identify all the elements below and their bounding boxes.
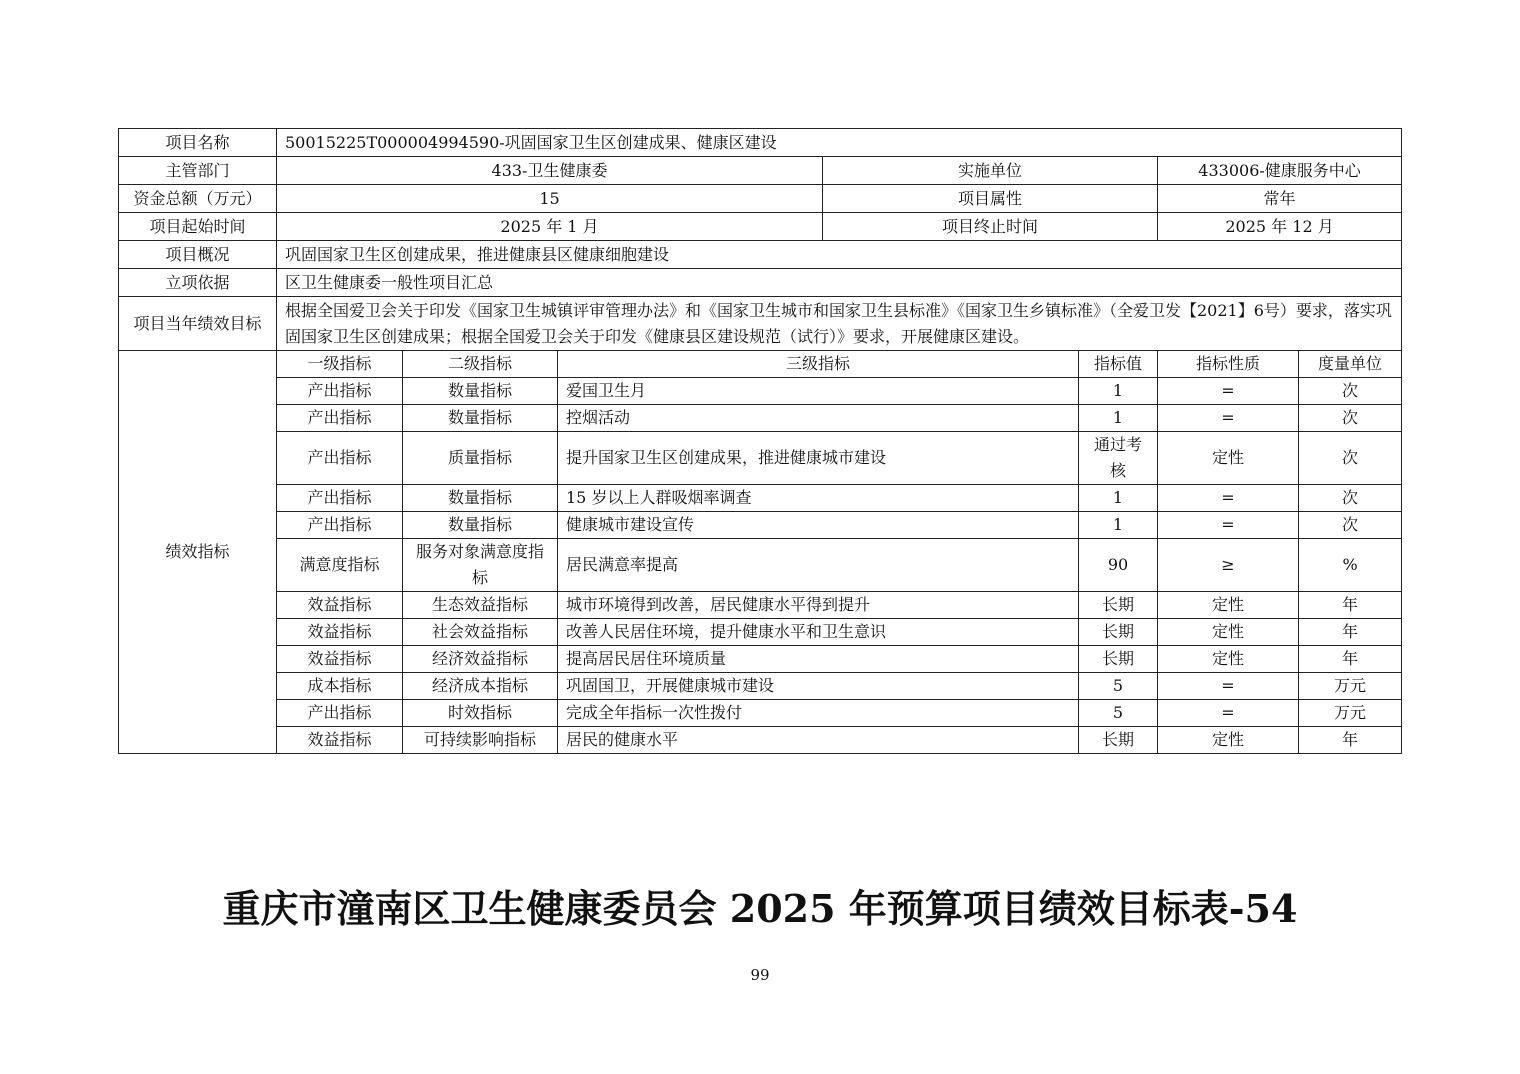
row-level3: 爱国卫生月 — [558, 378, 1079, 405]
table-row — [119, 512, 1402, 539]
row-level3: 完成全年指标一次性拨付 — [558, 700, 1079, 727]
row-unit: 年 — [1299, 619, 1402, 646]
row-level3: 控烟活动 — [558, 405, 1079, 432]
row-unit: 年 — [1299, 592, 1402, 619]
row-nature: = — [1158, 378, 1299, 405]
row-level1: 效益指标 — [277, 727, 403, 754]
impl-label: 实施单位 — [823, 157, 1158, 185]
goal-label: 项目当年绩效目标 — [119, 297, 277, 351]
fund-value: 15 — [277, 185, 823, 213]
row-level3: 居民的健康水平 — [558, 727, 1079, 754]
row-level3: 改善人民居住环境，提升健康水平和卫生意识 — [558, 619, 1079, 646]
row-level3: 居民满意率提高 — [558, 539, 1079, 592]
row-level1: 产出指标 — [277, 485, 403, 512]
row-level1: 产出指标 — [277, 512, 403, 539]
row-level2: 数量指标 — [403, 378, 558, 405]
row-value: 长期 — [1079, 592, 1158, 619]
header-nature: 指标性质 — [1158, 351, 1299, 378]
start-label: 项目起始时间 — [119, 213, 277, 241]
row-level1: 产出指标 — [277, 700, 403, 727]
basis-value: 区卫生健康委一般性项目汇总 — [277, 269, 1402, 297]
name-label: 项目名称 — [119, 129, 277, 157]
row-level3: 健康城市建设宣传 — [558, 512, 1079, 539]
row-level3: 15 岁以上人群吸烟率调查 — [558, 485, 1079, 512]
attr-value: 常年 — [1158, 185, 1402, 213]
row-value: 长期 — [1079, 727, 1158, 754]
row-level2: 经济成本指标 — [403, 673, 558, 700]
table-row — [119, 646, 1402, 673]
table-row — [119, 673, 1402, 700]
row-nature: = — [1158, 700, 1299, 727]
table-row — [119, 378, 1402, 405]
impl-value: 433006-健康服务中心 — [1158, 157, 1402, 185]
row-level2: 数量指标 — [403, 512, 558, 539]
row-nature: = — [1158, 673, 1299, 700]
table-row — [119, 727, 1402, 754]
row-level2: 数量指标 — [403, 485, 558, 512]
row-value: 长期 — [1079, 619, 1158, 646]
row-nature: 定性 — [1158, 432, 1299, 485]
row-value: 通过考核 — [1079, 432, 1158, 485]
table-row — [119, 405, 1402, 432]
row-level2: 数量指标 — [403, 405, 558, 432]
row-level2: 质量指标 — [403, 432, 558, 485]
row-level2: 服务对象满意度指标 — [403, 539, 558, 592]
header-unit: 度量单位 — [1299, 351, 1402, 378]
table-row — [119, 700, 1402, 727]
end-value: 2025 年 12 月 — [1158, 213, 1402, 241]
dept-label: 主管部门 — [119, 157, 277, 185]
row-nature: = — [1158, 512, 1299, 539]
row-value: 90 — [1079, 539, 1158, 592]
table-row — [119, 432, 1402, 485]
row-unit: 次 — [1299, 378, 1402, 405]
fund-label: 资金总额（万元） — [119, 185, 277, 213]
row-unit: 次 — [1299, 485, 1402, 512]
header-value: 指标值 — [1079, 351, 1158, 378]
header-level2: 二级指标 — [403, 351, 558, 378]
table-row — [119, 485, 1402, 512]
goal-value: 根据全国爱卫会关于印发《国家卫生城镇评审管理办法》和《国家卫生城市和国家卫生县标准》《国家卫生乡镇标准》（全爱卫发【2021】6号）要求，落实巩固国家卫生区创建成果；根据全国爱卫会关于印发《健康县区建设规范（试行）》要求，开展健康区建设。 — [277, 297, 1402, 351]
row-value: 长期 — [1079, 646, 1158, 673]
row-unit: 次 — [1299, 405, 1402, 432]
overview-label: 项目概况 — [119, 241, 277, 269]
row-level1: 产出指标 — [277, 378, 403, 405]
overview-value: 巩固国家卫生区创建成果，推进健康县区健康细胞建设 — [277, 241, 1402, 269]
row-unit: 万元 — [1299, 673, 1402, 700]
row-level2: 经济效益指标 — [403, 646, 558, 673]
row-nature: = — [1158, 405, 1299, 432]
row-nature: 定性 — [1158, 619, 1299, 646]
row-value: 1 — [1079, 405, 1158, 432]
name-value: 50015225T000004994590-巩固国家卫生区创建成果、健康区建设 — [277, 129, 1402, 157]
row-level1: 产出指标 — [277, 405, 403, 432]
end-label: 项目终止时间 — [823, 213, 1158, 241]
attr-label: 项目属性 — [823, 185, 1158, 213]
header-level3: 三级指标 — [558, 351, 1079, 378]
row-level2: 生态效益指标 — [403, 592, 558, 619]
row-level2: 可持续影响指标 — [403, 727, 558, 754]
row-value: 5 — [1079, 700, 1158, 727]
row-nature: 定性 — [1158, 646, 1299, 673]
row-nature: = — [1158, 485, 1299, 512]
row-level3: 巩固国卫，开展健康城市建设 — [558, 673, 1079, 700]
row-unit: 次 — [1299, 432, 1402, 485]
row-unit: 万元 — [1299, 700, 1402, 727]
row-level3: 提升国家卫生区创建成果，推进健康城市建设 — [558, 432, 1079, 485]
row-level1: 效益指标 — [277, 646, 403, 673]
row-level3: 城市环境得到改善，居民健康水平得到提升 — [558, 592, 1079, 619]
dept-value: 433-卫生健康委 — [277, 157, 823, 185]
row-value: 1 — [1079, 485, 1158, 512]
row-nature: 定性 — [1158, 592, 1299, 619]
header-level1: 一级指标 — [277, 351, 403, 378]
row-level1: 产出指标 — [277, 432, 403, 485]
row-level1: 效益指标 — [277, 619, 403, 646]
row-level2: 时效指标 — [403, 700, 558, 727]
row-unit: % — [1299, 539, 1402, 592]
row-unit: 年 — [1299, 646, 1402, 673]
row-nature: 定性 — [1158, 727, 1299, 754]
performance-table — [118, 128, 1402, 754]
start-value: 2025 年 1 月 — [277, 213, 823, 241]
page-number: 99 — [750, 966, 770, 984]
indicators-section-label: 绩效指标 — [119, 351, 277, 754]
table-row — [119, 539, 1402, 592]
basis-label: 立项依据 — [119, 269, 277, 297]
row-level1: 成本指标 — [277, 673, 403, 700]
page-title: 重庆市潼南区卫生健康委员会 2025 年预算项目绩效目标表-54 — [222, 886, 1298, 931]
row-unit: 次 — [1299, 512, 1402, 539]
table-row — [119, 592, 1402, 619]
row-value: 1 — [1079, 512, 1158, 539]
row-unit: 年 — [1299, 727, 1402, 754]
row-value: 1 — [1079, 378, 1158, 405]
row-level1: 满意度指标 — [277, 539, 403, 592]
row-value: 5 — [1079, 673, 1158, 700]
row-level1: 效益指标 — [277, 592, 403, 619]
row-level2: 社会效益指标 — [403, 619, 558, 646]
row-level3: 提高居民居住环境质量 — [558, 646, 1079, 673]
row-nature: ≥ — [1158, 539, 1299, 592]
table-row — [119, 619, 1402, 646]
